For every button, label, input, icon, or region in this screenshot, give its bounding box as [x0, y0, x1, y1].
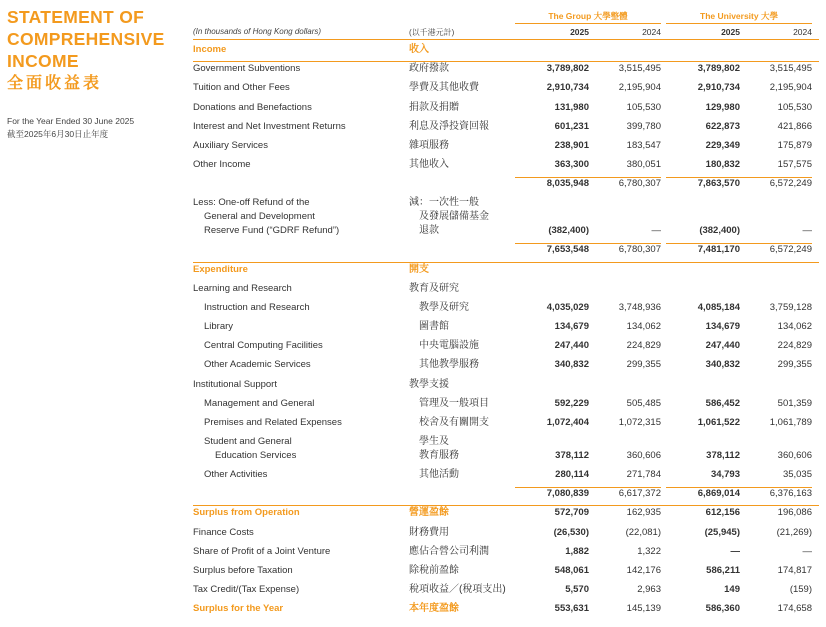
- row-label-english: Student and General: [204, 436, 292, 447]
- row-label-english: Finance Costs: [193, 527, 254, 538]
- group-2024-value: 1,322: [637, 546, 661, 557]
- row-label-chinese: 圖書館: [419, 321, 449, 332]
- university-2025-value: 3,789,802: [697, 63, 740, 74]
- group-2025-value: 247,440: [554, 340, 589, 351]
- group-2024-value: 105,530: [626, 102, 661, 113]
- row-label-chinese: 減：一次性一般: [409, 197, 479, 208]
- university-2024-value: —: [802, 546, 812, 557]
- row-label-english: Other Income: [193, 159, 251, 170]
- university-2025-value: 129,980: [705, 102, 740, 113]
- row-label-english: Income: [193, 44, 227, 55]
- university-2025-value: 6,869,014: [697, 488, 740, 499]
- subtotal-rule: [738, 243, 812, 244]
- row-label-chinese: 其他教學服務: [419, 359, 479, 370]
- title-block: [7, 6, 187, 141]
- row-label-chinese: 學費及其他收費: [409, 82, 479, 93]
- group-2024-value: 142,176: [626, 565, 661, 576]
- group-2024-value: 6,780,307: [618, 244, 661, 255]
- university-2025-value: 180,832: [705, 159, 740, 170]
- row-label-english: Management and General: [204, 398, 315, 409]
- group-2025-value: 238,901: [554, 140, 589, 151]
- row-label-chinese: 校舍及有關開支: [419, 417, 489, 428]
- group-2024-value: —: [651, 225, 661, 236]
- subtotal-rule: [515, 177, 589, 178]
- row-label-english: Reserve Fund (“GDRF Refund”): [204, 225, 340, 236]
- group-2024-value: 505,485: [626, 398, 661, 409]
- group-2024-value: 360,606: [626, 450, 661, 461]
- subtotal-rule: [587, 243, 661, 244]
- university-2025-value: 4,085,184: [697, 302, 740, 313]
- group-2025-value: 553,631: [554, 603, 589, 614]
- university-heading-rule: [666, 23, 812, 24]
- university-year-2025: 2025: [721, 27, 740, 37]
- row-label-chinese: 及發展儲備基金: [419, 211, 489, 222]
- group-2024-value: 399,780: [626, 121, 661, 132]
- subtotal-rule: [587, 177, 661, 178]
- subtotal-rule: [738, 487, 812, 488]
- group-2025-value: (26,530): [553, 527, 589, 538]
- group-2025-value: 548,061: [554, 565, 589, 576]
- row-label-chinese: 管理及一般項目: [419, 398, 489, 409]
- group-2025-value: 363,300: [554, 159, 589, 170]
- group-2024-value: 1,072,315: [618, 417, 661, 428]
- row-label-english: Donations and Benefactions: [193, 102, 312, 113]
- row-label-chinese: 收入: [409, 44, 429, 55]
- group-2024-value: 134,062: [626, 321, 661, 332]
- university-2024-value: 3,515,495: [769, 63, 812, 74]
- university-2024-value: 6,572,249: [769, 178, 812, 189]
- row-label-chinese: 營運盈餘: [409, 507, 449, 518]
- university-2024-value: 174,817: [777, 565, 812, 576]
- row-label-chinese: 稅項收益／(稅項支出): [409, 584, 506, 595]
- university-2024-value: 174,658: [777, 603, 812, 614]
- row-label-english: Instruction and Research: [204, 302, 310, 313]
- university-2024-value: 6,572,249: [769, 244, 812, 255]
- row-label-english: Surplus from Operation: [193, 507, 300, 518]
- unit-note-english: (In thousands of Hong Kong dollars): [193, 27, 322, 36]
- group-2025-value: 280,114: [555, 469, 589, 480]
- row-label-chinese: 教學及研究: [419, 302, 469, 313]
- university-2025-value: 34,793: [710, 469, 740, 480]
- row-label-chinese: 捐款及捐贈: [409, 102, 459, 113]
- group-2025-value: 601,231: [554, 121, 589, 132]
- group-2024-value: 162,935: [626, 507, 661, 518]
- subtotal-rule: [738, 177, 812, 178]
- group-2024-value: 6,780,307: [618, 178, 661, 189]
- header-rule: [193, 39, 819, 40]
- group-2025-value: 3,789,802: [546, 63, 589, 74]
- group-2024-value: 2,963: [637, 584, 661, 595]
- group-year-2025: 2025: [570, 27, 589, 37]
- row-label-chinese: 其他收入: [409, 159, 449, 170]
- row-label-chinese: 本年度盈餘: [409, 603, 459, 614]
- row-label-english: Share of Profit of a Joint Venture: [193, 546, 331, 557]
- university-2025-value: 247,440: [705, 340, 740, 351]
- university-2025-value: 134,679: [705, 321, 740, 332]
- row-label-english: Central Computing Facilities: [204, 340, 323, 351]
- group-2025-value: 592,229: [554, 398, 589, 409]
- group-2024-value: 380,051: [626, 159, 661, 170]
- row-label-chinese: 退款: [419, 225, 439, 236]
- university-2024-value: 1,061,789: [769, 417, 812, 428]
- university-2024-value: 105,530: [777, 102, 812, 113]
- group-2025-value: 2,910,734: [546, 82, 589, 93]
- group-2025-value: (382,400): [548, 225, 589, 236]
- university-2025-value: 586,360: [705, 603, 740, 614]
- university-2024-value: 157,575: [777, 159, 812, 170]
- group-2025-value: 340,832: [554, 359, 589, 370]
- university-2025-value: 229,349: [705, 140, 740, 151]
- row-label-chinese: 財務費用: [409, 527, 449, 538]
- row-label-english: Other Academic Services: [204, 359, 311, 370]
- university-year-2024: 2024: [793, 27, 812, 37]
- row-label-chinese: 利息及淨投資回報: [409, 121, 489, 132]
- university-2025-value: —: [730, 546, 740, 557]
- row-label-chinese: 中央電腦設施: [419, 340, 479, 351]
- group-2024-value: 3,748,936: [618, 302, 661, 313]
- row-label-chinese: 學生及: [419, 436, 449, 447]
- row-label-chinese: 政府撥款: [409, 63, 449, 74]
- group-2024-value: 183,547: [626, 140, 661, 151]
- group-2025-value: 1,072,404: [546, 417, 589, 428]
- period-english: For the Year Ended 30 June 2025: [7, 116, 135, 126]
- university-2025-value: 149: [724, 584, 740, 595]
- subtotal-rule: [666, 487, 740, 488]
- university-2025-value: 7,863,570: [697, 178, 740, 189]
- row-label-english: Education Services: [215, 450, 297, 461]
- page-title-line-2: COMPREHENSIVE: [7, 29, 165, 49]
- university-2024-value: 6,376,163: [769, 488, 812, 499]
- university-2025-value: (382,400): [699, 225, 740, 236]
- row-label-english: Other Activities: [204, 469, 268, 480]
- row-label-chinese: 其他活動: [419, 469, 459, 480]
- row-label-english: Premises and Related Expenses: [204, 417, 342, 428]
- row-label-english: Interest and Net Investment Returns: [193, 121, 346, 132]
- section-rule: [193, 262, 819, 263]
- row-label-english: Surplus before Taxation: [193, 565, 293, 576]
- group-heading-rule: [515, 23, 661, 24]
- row-label-english: Tuition and Other Fees: [193, 82, 290, 93]
- row-label-chinese: 應佔合營公司利潤: [409, 546, 489, 557]
- row-label-chinese: 除稅前盈餘: [409, 565, 459, 576]
- university-2025-value: 340,832: [705, 359, 740, 370]
- page-title-chinese: 全面收益表: [7, 75, 103, 92]
- university-2025-value: 586,211: [706, 565, 740, 576]
- university-2025-value: 586,452: [705, 398, 740, 409]
- group-2024-value: 6,617,372: [618, 488, 661, 499]
- row-label-english: Government Subventions: [193, 63, 301, 74]
- row-label-english: Learning and Research: [193, 283, 292, 294]
- group-2025-value: 7,653,548: [546, 244, 589, 255]
- group-2024-value: 299,355: [626, 359, 661, 370]
- group-column-heading: The Group 大學整體: [548, 11, 628, 21]
- subtotal-rule: [587, 487, 661, 488]
- group-2025-value: 4,035,029: [546, 302, 589, 313]
- university-2025-value: 1,061,522: [697, 417, 740, 428]
- row-label-english: Less: One-off Refund of the: [193, 197, 310, 208]
- group-2025-value: 131,980: [554, 102, 589, 113]
- page-title-line-1: STATEMENT OF: [7, 7, 145, 27]
- university-2024-value: 421,866: [777, 121, 812, 132]
- group-2024-value: 271,784: [626, 469, 661, 480]
- row-label-english: Library: [204, 321, 234, 332]
- group-2024-value: 145,139: [626, 603, 661, 614]
- group-year-2024: 2024: [642, 27, 661, 37]
- university-2024-value: (159): [789, 584, 812, 595]
- row-label-chinese: 開支: [409, 264, 429, 275]
- row-label-chinese: 教育服務: [419, 450, 459, 461]
- group-2025-value: 572,709: [554, 507, 589, 518]
- subtotal-rule: [515, 487, 589, 488]
- row-label-english: Surplus for the Year: [193, 603, 284, 614]
- group-2025-value: 5,570: [565, 584, 589, 595]
- university-2025-value: 378,112: [706, 450, 740, 461]
- university-2024-value: (21,269): [776, 527, 812, 538]
- group-2024-value: (22,081): [625, 527, 661, 538]
- subtotal-rule: [515, 243, 589, 244]
- university-2025-value: 2,910,734: [697, 82, 740, 93]
- university-2024-value: 299,355: [777, 359, 812, 370]
- group-2025-value: 134,679: [554, 321, 589, 332]
- university-column-heading: The University 大學: [700, 11, 778, 21]
- row-label-english: Tax Credit/(Tax Expense): [193, 584, 300, 595]
- university-2024-value: 175,879: [777, 140, 812, 151]
- university-2025-value: 612,156: [705, 507, 740, 518]
- row-label-chinese: 雜項服務: [409, 140, 449, 151]
- period-chinese: 截至2025年6月30日止年度: [7, 129, 109, 139]
- university-2024-value: 3,759,128: [769, 302, 812, 313]
- row-label-chinese: 教育及研究: [409, 283, 459, 294]
- page-title-line-3: INCOME: [7, 51, 79, 71]
- unit-note-chinese: (以千港元計): [409, 28, 455, 37]
- row-label-english: General and Development: [204, 211, 315, 222]
- group-2025-value: 378,112: [555, 450, 589, 461]
- university-2024-value: 501,359: [777, 398, 812, 409]
- group-2025-value: 7,080,839: [546, 488, 589, 499]
- row-label-chinese: 教學支援: [409, 379, 449, 390]
- university-2025-value: 7,481,170: [697, 244, 740, 255]
- row-label-english: Institutional Support: [193, 379, 277, 390]
- university-2024-value: 134,062: [777, 321, 812, 332]
- subtotal-rule: [666, 177, 740, 178]
- subtotal-rule: [666, 243, 740, 244]
- row-label-english: Expenditure: [193, 264, 248, 275]
- group-2025-value: 8,035,948: [546, 178, 589, 189]
- university-2024-value: 35,035: [782, 469, 812, 480]
- university-2025-value: 622,873: [705, 121, 740, 132]
- university-2024-value: 360,606: [777, 450, 812, 461]
- university-2025-value: (25,945): [704, 527, 740, 538]
- university-2024-value: 2,195,904: [769, 82, 812, 93]
- row-label-english: Auxiliary Services: [193, 140, 268, 151]
- group-2024-value: 3,515,495: [618, 63, 661, 74]
- university-2024-value: 196,086: [777, 507, 812, 518]
- group-2024-value: 2,195,904: [618, 82, 661, 93]
- group-2025-value: 1,882: [565, 546, 589, 557]
- university-2024-value: —: [802, 225, 812, 236]
- group-2024-value: 224,829: [626, 340, 661, 351]
- university-2024-value: 224,829: [777, 340, 812, 351]
